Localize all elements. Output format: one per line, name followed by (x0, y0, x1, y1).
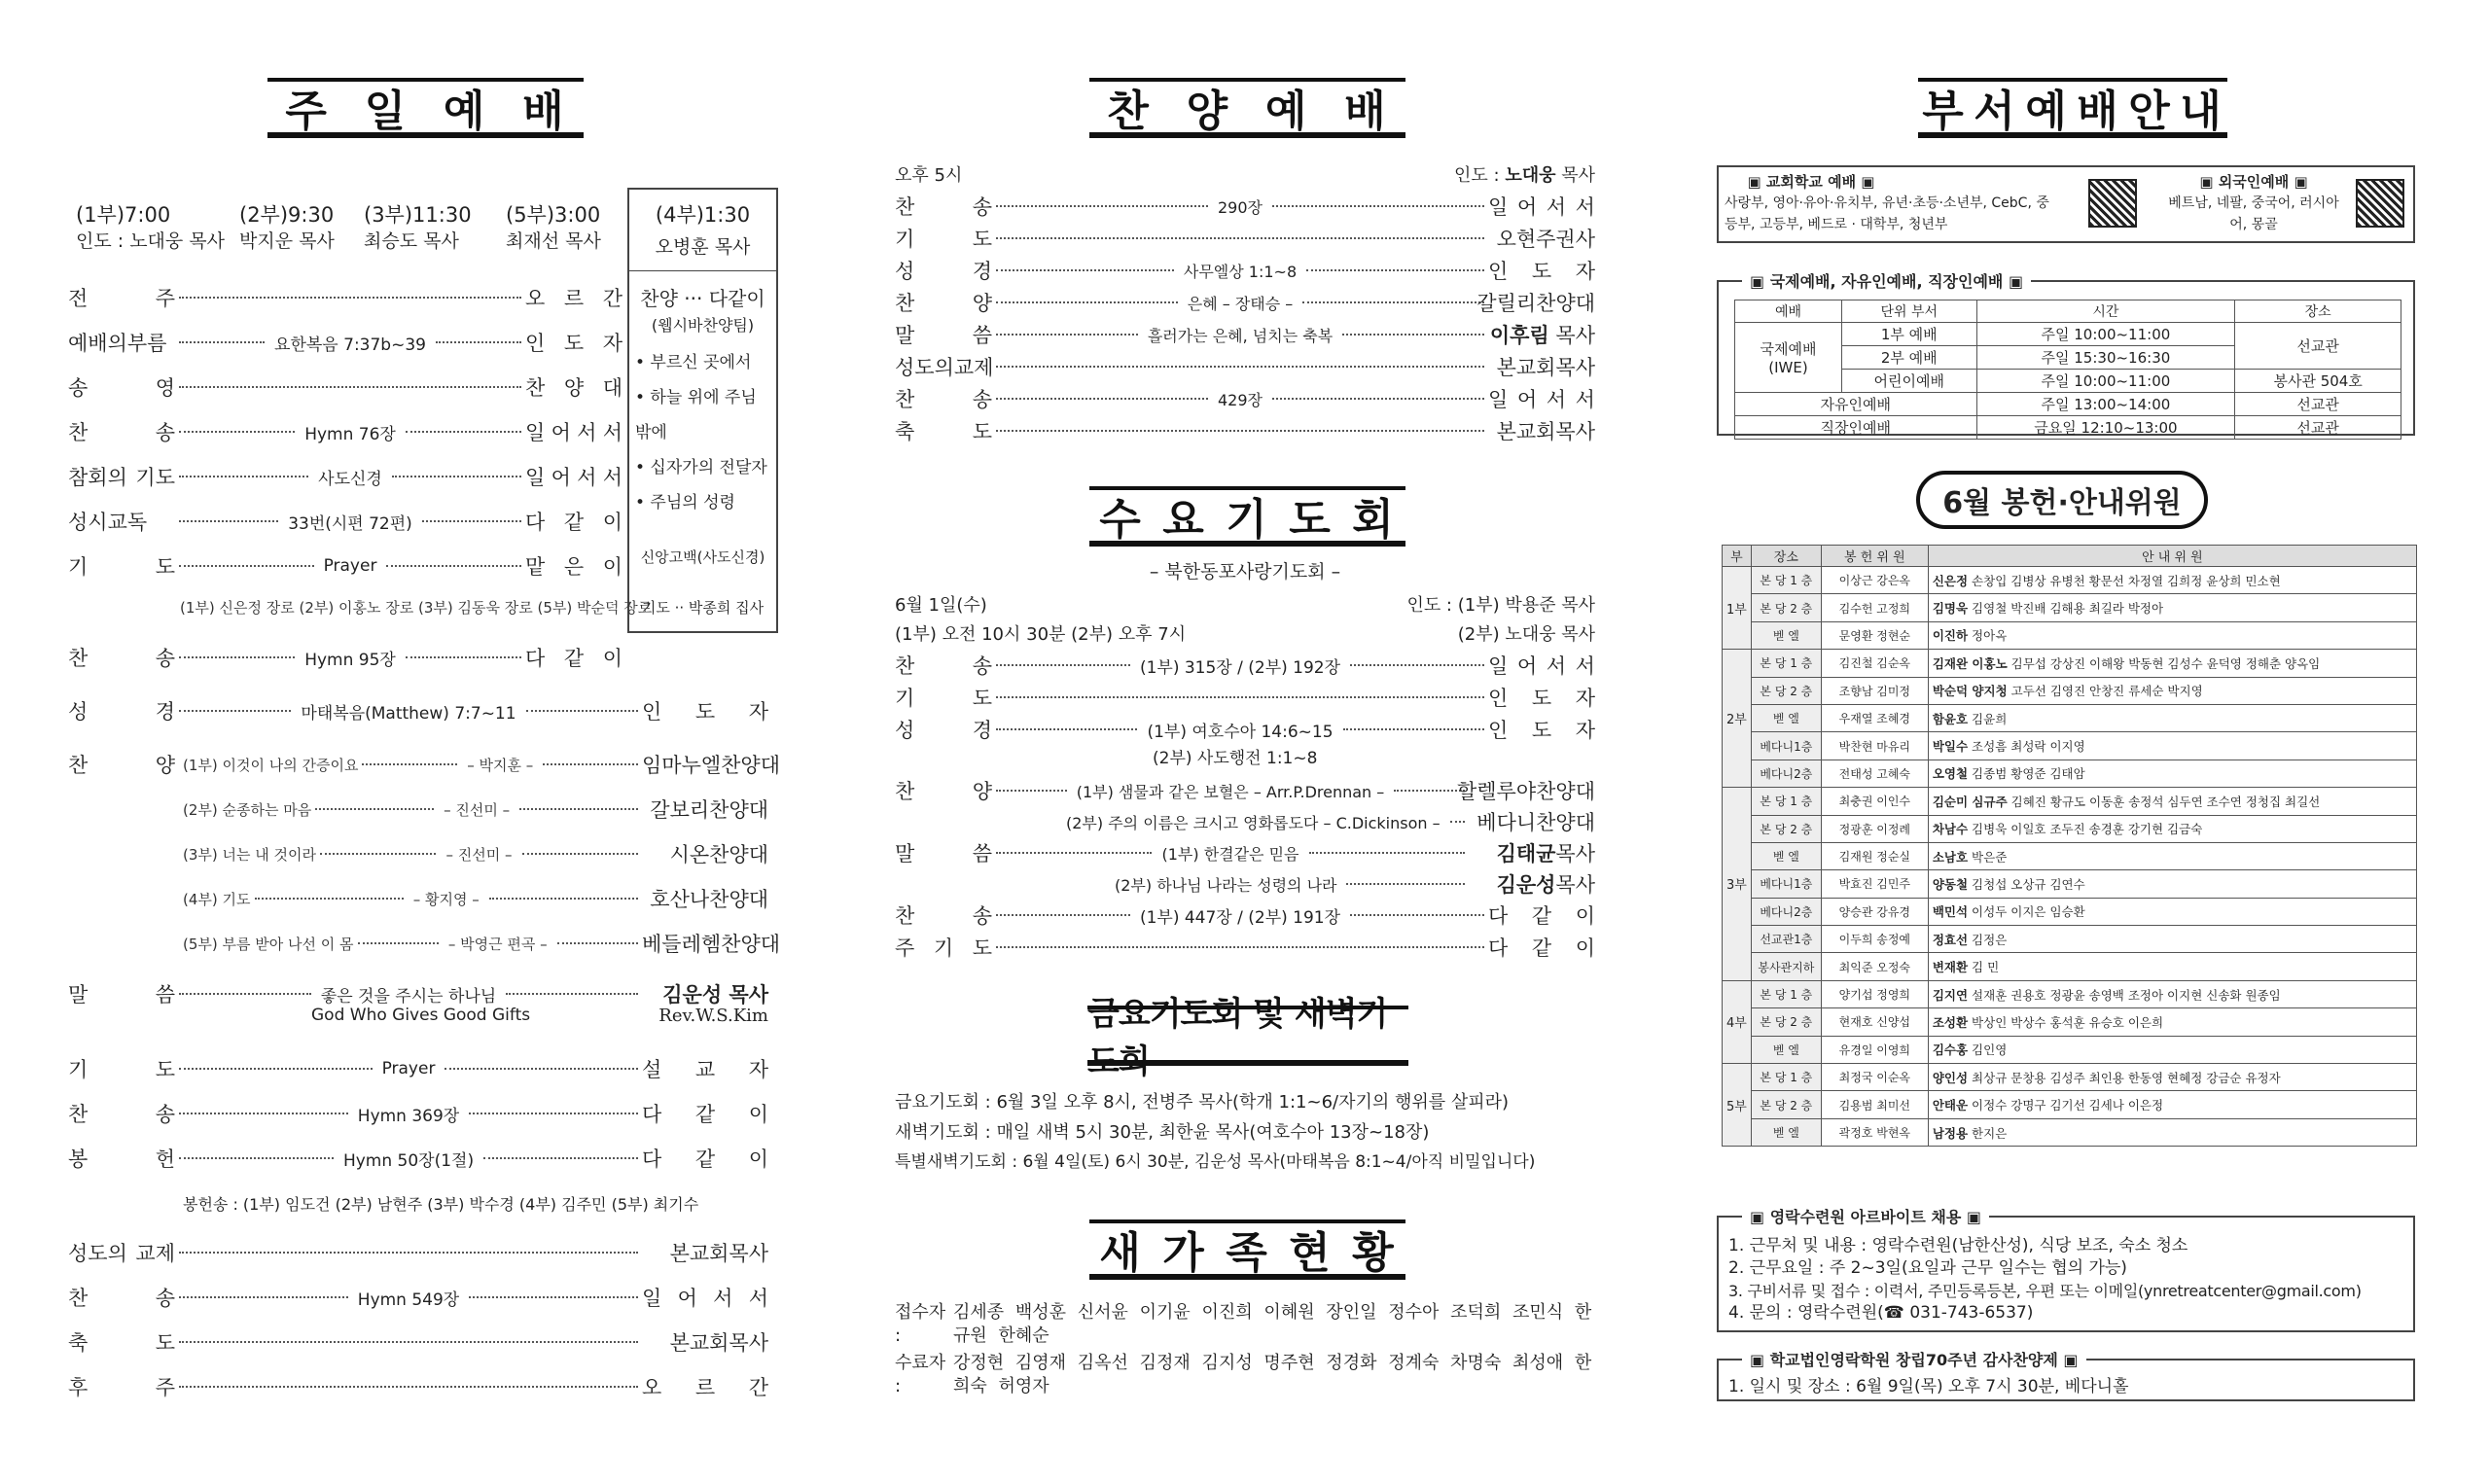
order-label: 찬 양 (895, 292, 992, 315)
table-cell: 최정국 이순옥 (1821, 1064, 1928, 1091)
table-row (1723, 980, 2417, 1007)
table-row (1723, 621, 2417, 649)
table-cell: 조향남 김미정 (1821, 677, 1928, 704)
order-performer: 일 어 서 서 (1488, 654, 1595, 678)
table-row (1723, 704, 2417, 731)
order-row (68, 1143, 768, 1174)
order-row (895, 255, 1595, 286)
order-row: 찬 양 (1부) 샘물과 같은 보혈은 – Arr.P.Drennan – 할렐루야찬양대 (895, 780, 1595, 803)
order-row (68, 1098, 768, 1129)
table-cell: 선교관 (2235, 393, 2401, 416)
order-performer: 본교회목사 (669, 1331, 768, 1355)
table-row (1723, 842, 2417, 869)
table-cell: 우재열 조혜경 (1821, 704, 1928, 731)
table-cell: 1부 예배 (1842, 323, 1977, 346)
order-label: 전 주 (68, 287, 175, 310)
order-label: 후 주 (68, 1376, 175, 1399)
table-cell: 안태운 이정수 강명구 김기선 김세나 이은정 (1928, 1091, 2416, 1118)
school-qr-icon (2088, 179, 2137, 231)
order-label: 찬 송 (895, 388, 992, 411)
order-performer: 일 어 서 서 (1488, 388, 1595, 411)
table-cell: 정효선 김정은 (1928, 926, 2416, 953)
sunday-service-title: 주 일 예 배 (267, 78, 584, 138)
table-cell: 박찬현 마유리 (1821, 732, 1928, 760)
order-detail: Hymn 369장 (357, 1106, 460, 1126)
order-row (895, 714, 1595, 745)
table-row (1723, 732, 2417, 760)
table-cell: 김수헌 고정희 (1821, 594, 1928, 621)
table-row (1723, 760, 2417, 787)
praise-header: 오후 5시 인도 : 노대웅 목사 (895, 165, 1595, 186)
table-cell: 문영환 정현순 (1821, 621, 1928, 649)
table-row (1723, 1064, 2417, 1091)
order-performer: 다 같 이 (1488, 904, 1595, 928)
table-row (1723, 898, 2417, 925)
table-cell: 함윤호 김윤희 (1928, 704, 2416, 731)
order-label: 찬 송 (68, 421, 175, 444)
table-cell: 백민석 이성두 이지은 임승환 (1928, 898, 2416, 925)
ushers-table (1722, 545, 2417, 1147)
order-performer: 일 어 서 서 (525, 466, 622, 489)
ushers-title: 6월 봉헌·안내위원 (1916, 471, 2208, 529)
sermon-row: 말 씀 좋은 것을 주시는 하나님 김운성 목사 (68, 983, 768, 1007)
table-cell: 본 당 1 층 (1751, 980, 1821, 1007)
order-label: 성 경 (895, 719, 992, 742)
order-row (68, 642, 622, 673)
order-performer: 인 도 자 (642, 700, 768, 724)
table-row (1723, 567, 2417, 594)
order-row (68, 327, 622, 358)
order-label: 주 기 도 (895, 936, 992, 960)
table-cell: 2부 예배 (1842, 346, 1977, 370)
intl-service-table (1734, 300, 2401, 440)
order-label: 축 도 (68, 1331, 175, 1355)
order-performer: 인 도 자 (1488, 260, 1595, 283)
table-cell: 본 당 1 층 (1751, 788, 1821, 815)
table-cell: 양동철 김청섭 오상규 김연수 (1928, 870, 2416, 898)
order-detail: Hymn 549장 (357, 1290, 460, 1310)
table-cell: 본 당 2 층 (1751, 1091, 1821, 1118)
table-cell: 박효진 김민주 (1821, 870, 1928, 898)
table-cell: 박일수 조성흠 최성락 이지영 (1928, 732, 2416, 760)
order-row (895, 900, 1595, 931)
table-cell: 최충권 이인수 (1821, 788, 1928, 815)
order-detail: (1부) 447장 / (2부) 191장 (1139, 907, 1341, 928)
praise-service-column (895, 0, 1595, 1484)
order-row (895, 415, 1595, 446)
table-header: 단위 부서 (1842, 300, 1977, 323)
table-cell: 김수홍 김인영 (1928, 1036, 2416, 1063)
table-row (1723, 788, 2417, 815)
order-performer: 다 같 이 (642, 1148, 768, 1171)
choir-row: (3부) 너는 내 것이라 – 진선미 – 시온찬양대 (183, 843, 768, 866)
table-cell: 이상근 강은옥 (1821, 567, 1928, 594)
table-cell: 벧 엘 (1751, 842, 1821, 869)
table-cell: 박순덕 양지청 고두선 김영진 안창진 류세순 박지영 (1928, 677, 2416, 704)
table-cell: 김재완 이홍노 김무섭 강상진 이해왕 박동현 김성수 윤덕영 정해춘 양옥임 (1928, 650, 2416, 677)
table-cell: 최익준 오정숙 (1821, 953, 1928, 980)
table-cell: 1부 (1723, 567, 1752, 650)
table-header: 예배 (1735, 300, 1842, 323)
praise-service-title: 찬 양 예 배 (1089, 78, 1405, 138)
table-cell: 봉사관지하 (1751, 953, 1821, 980)
table-cell: 양기섭 정영희 (1821, 980, 1928, 1007)
table-cell: 김용범 최미선 (1821, 1091, 1928, 1118)
friday-dawn-list: 금요기도회 : 6월 3일 오후 8시, 전병주 목사(학개 1:1~6/자기의 행위를 살피라) 새벽기도회 : 매일 새벽 5시 30분, 최한윤 목사(여호수아 13장~18장) 특별새벽기도회 : 6월 4일(토) 6시 30분, 김운성 목사(마태복음 8:1~4/아직 비밀입니다) (895, 1092, 1536, 1172)
wednesday-prayer-title: 수 요 기 도 회 (1089, 486, 1405, 547)
table-cell: 주일 10:00~11:00 (1976, 323, 2235, 346)
text-line: (1부) 신은정 장로 (2부) 이홍노 장로 (3부) 김동욱 장로 (5부) 박순덕 장로 (180, 599, 653, 617)
table-cell: 주일 10:00~11:00 (1976, 370, 2235, 393)
order-label: 기 도 (895, 687, 992, 710)
order-detail: 사도신경 (318, 469, 382, 489)
table-row (1735, 323, 2401, 346)
fourth-service-order: 찬양 ··· 다같이 (웹시바찬양팀) • 부르신 곳에서 • 하늘 위에 주님 밖에 • 십자가의 전달자 • 주님의 성령 신앙고백(사도신경) 기도 ·· 박종희 집사 (635, 287, 767, 617)
table-row (1723, 677, 2417, 704)
table-cell: 직장인예배 (1735, 416, 1977, 440)
table-cell: 본 당 2 층 (1751, 815, 1821, 842)
order-detail: 290장 (1218, 197, 1263, 217)
table-row (1723, 815, 2417, 842)
table-row (1723, 953, 2417, 980)
choir-row: (4부) 기도 – 황지영 – 호산나찬양대 (183, 888, 769, 911)
order-performer: 오 르 간 (525, 287, 622, 310)
order-label: 찬 송 (68, 1287, 175, 1310)
table-cell: 양인성 최상규 문창용 김성주 최인용 한동영 현혜정 강금순 유정자 (1928, 1064, 2416, 1091)
table-cell: 4부 (1723, 980, 1752, 1063)
order-detail: Hymn 95장 (304, 650, 396, 670)
order-label: 송 영 (68, 376, 175, 400)
table-row (1723, 1118, 2417, 1146)
order-label: 기 도 (68, 1058, 175, 1081)
text-line: 봉헌송 : (1부) 임도건 (2부) 남현주 (3부) 박수경 (4부) 김주민 (5부) 최기수 (183, 1195, 699, 1214)
order-performer: 다 같 이 (1488, 936, 1595, 960)
order-detail: Hymn 76장 (304, 424, 396, 444)
table-row (1723, 1091, 2417, 1118)
table-header: 시간 (1976, 300, 2235, 323)
order-row (68, 1371, 768, 1402)
order-row (68, 282, 622, 313)
foreign-services: ▣ 외국인예배 ▣ 베트남, 네팔, 중국어, 러시아어, 몽골 (2168, 173, 2339, 232)
order-performer: 일 어 서 서 (642, 1287, 768, 1310)
order-performer: 일 어 서 서 (525, 421, 622, 444)
order-label: 예배의부름 (68, 332, 167, 355)
order-detail: (1부) 315장 / (2부) 192장 (1139, 657, 1341, 678)
table-cell: 어린이예배 (1842, 370, 1977, 393)
order-row: 말 씀 (1부) 한결같은 믿음 김태균 목사 (895, 842, 1595, 866)
order-performer: 갈릴리찬양대 (1476, 292, 1596, 315)
choir-row: (5부) 부름 받아 나선 이 몸 – 박영근 편곡 – 베들레헴찬양대 (183, 933, 781, 956)
table-row (1735, 416, 2401, 440)
order-row (895, 932, 1595, 963)
order-row (68, 1282, 768, 1313)
job-lines: 1. 근무처 및 내용 : 영락수련원(남한산성), 식당 보조, 숙소 청소 2. 근무요일 : 주 2~3일(요일과 근무 일수는 협의 가능) 3. 구비서류 및 접수 : 이력서, 주민등록등본, 우편 또는 이메일(ynretreatcenter@gmail.com) 4. 문의 : 영락수련원(☎ 031-743-6537) (1728, 1236, 2362, 1323)
table-cell: 베다니2층 (1751, 898, 1821, 925)
choir-row: (1부) 이것이 나의 간증이요 – 박지훈 – 임마누엘찬양대 (183, 754, 781, 777)
order-row (68, 1237, 768, 1268)
anniversary-box: ▣ 학교법인영락학원 창립70주년 감사찬양제 ▣ 1. 일시 및 장소 : 6월 9일(목) 오후 7시 30분, 베다니홀 (1717, 1359, 2415, 1401)
text-line: (2부) 사도행전 1:1~8 (1153, 749, 1318, 768)
order-performer: 찬 양 대 (525, 376, 622, 400)
order-detail: Prayer (323, 556, 377, 576)
fourth-service-box: (4부)1:30 오병훈 목사 찬양 ··· 다같이 (웹시바찬양팀) • 부르신 곳에서 • 하늘 위에 주님 밖에 • 십자가의 전달자 • 주님의 성령 신앙고백(사도신경) 기도 ·· 박종희 집사 (627, 188, 778, 633)
table-row (1723, 926, 2417, 953)
table-header: 안 내 위 원 (1928, 546, 2416, 567)
choir-row: (2부) 순종하는 마음 – 진선미 – 갈보리찬양대 (183, 798, 769, 822)
wednesday-date-row: 6월 1일(수) 인도 : (1부) 박용준 목사 (895, 595, 1595, 616)
table-cell: 베다니1층 (1751, 732, 1821, 760)
order-detail: 429장 (1218, 390, 1263, 409)
table-row (1723, 870, 2417, 898)
table-cell: 베다니1층 (1751, 870, 1821, 898)
order-row: (2부) 주의 이름은 크시고 영화롭도다 – C.Dickinson – 베다니찬양대 (1066, 811, 1595, 834)
table-header: 부 (1723, 546, 1752, 567)
table-cell: 국제예배 (IWE) (1735, 323, 1842, 393)
table-cell: 양승관 강유경 (1821, 898, 1928, 925)
order-row (895, 351, 1595, 382)
table-cell: 정광훈 이정례 (1821, 815, 1928, 842)
order-label: 찬 송 (895, 654, 992, 678)
table-cell: 벧 엘 (1751, 1118, 1821, 1146)
table-cell: 전태성 고혜숙 (1821, 760, 1928, 787)
order-label: 찬 송 (68, 1103, 175, 1126)
table-cell: 소남호 박은준 (1928, 842, 2416, 869)
department-column (1717, 0, 2417, 1484)
order-performer: 오 르 간 (642, 1376, 768, 1399)
table-cell: 벧 엘 (1751, 704, 1821, 731)
table-row (1735, 393, 2401, 416)
school-foreign-box (1717, 165, 2415, 243)
table-cell: 김명욱 김영철 박진배 김해용 최길라 박정아 (1928, 594, 2416, 621)
text-line: Rev.W.S.Kim (658, 1006, 768, 1026)
table-cell: 본 당 2 층 (1751, 677, 1821, 704)
table-row (1723, 594, 2417, 621)
table-cell: 선교관 (2235, 416, 2401, 440)
table-cell: 벧 엘 (1751, 621, 1821, 649)
order-performer: 본교회목사 (669, 1242, 768, 1265)
order-label: 성도의 교제 (68, 1242, 175, 1265)
order-row (895, 223, 1595, 254)
table-cell: 금요일 12:10~13:00 (1976, 416, 2235, 440)
table-cell: 선교관1층 (1751, 926, 1821, 953)
table-cell: 주일 15:30~16:30 (1976, 346, 2235, 370)
choir-label: 찬 양 (68, 754, 175, 777)
table-cell: 자유인예배 (1735, 393, 1977, 416)
order-performer: 본교회목사 (1496, 356, 1595, 379)
table-cell: 현재호 신양섭 (1821, 1008, 1928, 1036)
order-row (895, 319, 1595, 350)
service-preachers: 인도 : 노대웅 목사 박지운 목사 최승도 목사 최재선 목사 (76, 230, 601, 252)
table-cell: 김진철 김순옥 (1821, 650, 1928, 677)
table-row (1723, 1036, 2417, 1063)
table-cell: 김재원 정순실 (1821, 842, 1928, 869)
order-row (68, 550, 622, 582)
order-detail: 요한복음 7:37b~39 (274, 335, 426, 355)
completed-row: 수료자 : 강정현 김영재 김옥선 김정재 김지성 명주현 정경화 정계숙 차명숙 최성애 한희숙 허영자 (895, 1353, 1592, 1396)
order-performer: 설 교 자 (642, 1058, 768, 1081)
wednesday-subtitle: – 북한동포사랑기도회 – (1149, 561, 1341, 583)
table-cell: 베다니2층 (1751, 760, 1821, 787)
receivers-row: 접수자 : 김세종 백성훈 신서윤 이기윤 이진희 이혜원 장인일 정수아 조덕희 조민식 한규원 한혜순 (895, 1302, 1592, 1346)
department-title: 부 서 예 배 안 내 (1918, 78, 2227, 138)
order-performer: 다 같 이 (525, 511, 622, 534)
order-detail: Hymn 50장(1절) (342, 1150, 475, 1171)
order-label: 찬 송 (68, 647, 175, 670)
table-cell: 오영철 김종범 황영준 김태암 (1928, 760, 2416, 787)
order-detail: 흘러가는 은혜, 넘치는 축복 (1147, 326, 1334, 345)
table-cell: 차남수 김병욱 이일호 조두진 송경훈 강기현 김금숙 (1928, 815, 2416, 842)
table-cell: 이진하 정아옥 (1928, 621, 2416, 649)
order-row (68, 371, 622, 403)
order-detail: 은혜 – 장태승 – (1187, 294, 1294, 313)
table-cell: 벧 엘 (1751, 1036, 1821, 1063)
order-performer: 이후림 목사 (1489, 324, 1595, 347)
table-cell: 이두희 송정예 (1821, 926, 1928, 953)
order-label: 찬 송 (895, 195, 992, 219)
sunday-service-column (68, 0, 788, 1484)
order-row (895, 650, 1595, 681)
text-line: God Who Gives Good Gifts (311, 1006, 531, 1025)
order-label: 성도의교제 (895, 356, 994, 379)
table-cell: 본 당 1 층 (1751, 1064, 1821, 1091)
order-row (68, 1326, 768, 1358)
table-cell: 유경일 이영희 (1821, 1036, 1928, 1063)
order-row: (2부) 하나님 나라는 성령의 나라 김운성 목사 (1115, 873, 1595, 897)
table-cell: 선교관 (2235, 323, 2401, 370)
table-cell: 봉사관 504호 (2235, 370, 2401, 393)
table-cell: 곽정호 박현옥 (1821, 1118, 1928, 1146)
order-label: 참회의 기도 (68, 466, 175, 489)
school-services: ▣ 교회학교 예배 ▣ 사랑부, 영아·유아·유치부, 유년·초등·소년부, CebC, 중등부, 고등부, 베드로 · 대학부, 청년부 (1725, 173, 2049, 232)
order-label: 기 도 (68, 555, 175, 579)
job-box: ▣ 영락수련원 아르바이트 채용 ▣ 1. 근무처 및 내용 : 영락수련원(남한산성), 식당 보조, 숙소 청소 2. 근무요일 : 주 2~3일(요일과 근무 일수는 협의 가능) 3. 구비서류 및 접수 : 이력서, 주민등록등본, 우편 또는 이메일(ynretreatcenter@gmail.com) 4. 문의 : 영락수련원(☎ 031-743-6537) (1717, 1216, 2415, 1332)
order-detail: 마태복음(Matthew) 7:7~11 (301, 703, 516, 724)
table-cell: 김순미 심규주 김혜진 황규도 이동훈 송정석 심두연 조수연 정청집 최길선 (1928, 788, 2416, 815)
new-family-title: 새 가 족 현 황 (1089, 1219, 1405, 1280)
order-row (68, 1053, 768, 1084)
order-performer: 인 도 자 (525, 332, 622, 355)
order-label: 말 씀 (895, 324, 992, 347)
service-times: (1부)7:00 (2부)9:30 (3부)11:30 (5부)3:00 (76, 203, 601, 227)
order-detail: Prayer (381, 1059, 436, 1078)
order-performer: 본교회목사 (1496, 420, 1595, 443)
table-cell: 3부 (1723, 788, 1752, 981)
order-row (895, 191, 1595, 222)
order-row (68, 506, 622, 537)
table-cell: 본 당 1 층 (1751, 650, 1821, 677)
order-row (68, 461, 622, 492)
table-header: 봉 헌 위 원 (1821, 546, 1928, 567)
table-row (1723, 650, 2417, 677)
foreign-qr-icon (2356, 179, 2404, 231)
order-label: 성 경 (895, 260, 992, 283)
table-cell: 본 당 1 층 (1751, 567, 1821, 594)
table-cell: 남정용 한지은 (1928, 1118, 2416, 1146)
order-detail: 사무엘상 1:1~8 (1183, 262, 1298, 281)
friday-dawn-title: 금요기도회 및 새벽기도회 (1087, 1006, 1408, 1066)
order-row (68, 695, 768, 726)
order-performer: 다 같 이 (642, 1103, 768, 1126)
order-label: 찬 송 (895, 904, 992, 928)
order-detail: (1부) 여호수아 14:6~15 (1147, 722, 1334, 742)
order-performer: 인 도 자 (1488, 687, 1595, 710)
order-label: 성시교독 (68, 511, 148, 534)
order-row (895, 287, 1595, 318)
table-cell: 조성환 박상인 박상수 홍석훈 유승호 이은희 (1928, 1008, 2416, 1036)
order-label: 봉 헌 (68, 1148, 175, 1171)
table-cell: 변재환 김 민 (1928, 953, 2416, 980)
table-cell: 2부 (1723, 650, 1752, 788)
order-detail: 33번(시편 72편) (288, 513, 412, 534)
table-cell: 김지연 설재훈 권용호 정광윤 송영백 조정아 이지현 신송화 원종임 (1928, 980, 2416, 1007)
table-cell: 주일 13:00~14:00 (1976, 393, 2235, 416)
order-row (68, 416, 622, 447)
table-cell: 신은정 손창입 김병상 유병천 황문선 차정열 김희정 윤상희 민소현 (1928, 567, 2416, 594)
table-row (1723, 1008, 2417, 1036)
order-performer: 다 같 이 (525, 647, 622, 670)
table-header: 장소 (2235, 300, 2401, 323)
order-performer: 맡 은 이 (525, 555, 622, 579)
wednesday-time-row: (1부) 오전 10시 30분 (2부) 오후 7시 (2부) 노대웅 목사 (895, 624, 1595, 645)
order-label: 기 도 (895, 228, 992, 251)
order-label: 성 경 (68, 700, 175, 724)
table-cell: 본 당 2 층 (1751, 1008, 1821, 1036)
intl-service-box: ▣ 국제예배, 자유인예배, 직장인예배 ▣ 예배 단위 부서 시간 장소 국제예배 (IWE) 1부 예배 주일 10:00~11:00 선교관 2부 예배 주일 15:30~16:30 어린이예배 주일 10:00~11:00 봉사관 504호 자유인예배 주일 13:00~14:00 선교관 직장인예배 금요일 12:10~13:00 선교관 (1717, 280, 2415, 436)
table-header: 장소 (1751, 546, 1821, 567)
order-row (895, 682, 1595, 713)
order-performer: 오현주권사 (1496, 228, 1595, 251)
order-label: 축 도 (895, 420, 992, 443)
table-cell: 본 당 2 층 (1751, 594, 1821, 621)
order-row (895, 383, 1595, 414)
order-performer: 일 어 서 서 (1488, 195, 1595, 219)
table-cell: 5부 (1723, 1064, 1752, 1147)
order-performer: 인 도 자 (1488, 719, 1595, 742)
